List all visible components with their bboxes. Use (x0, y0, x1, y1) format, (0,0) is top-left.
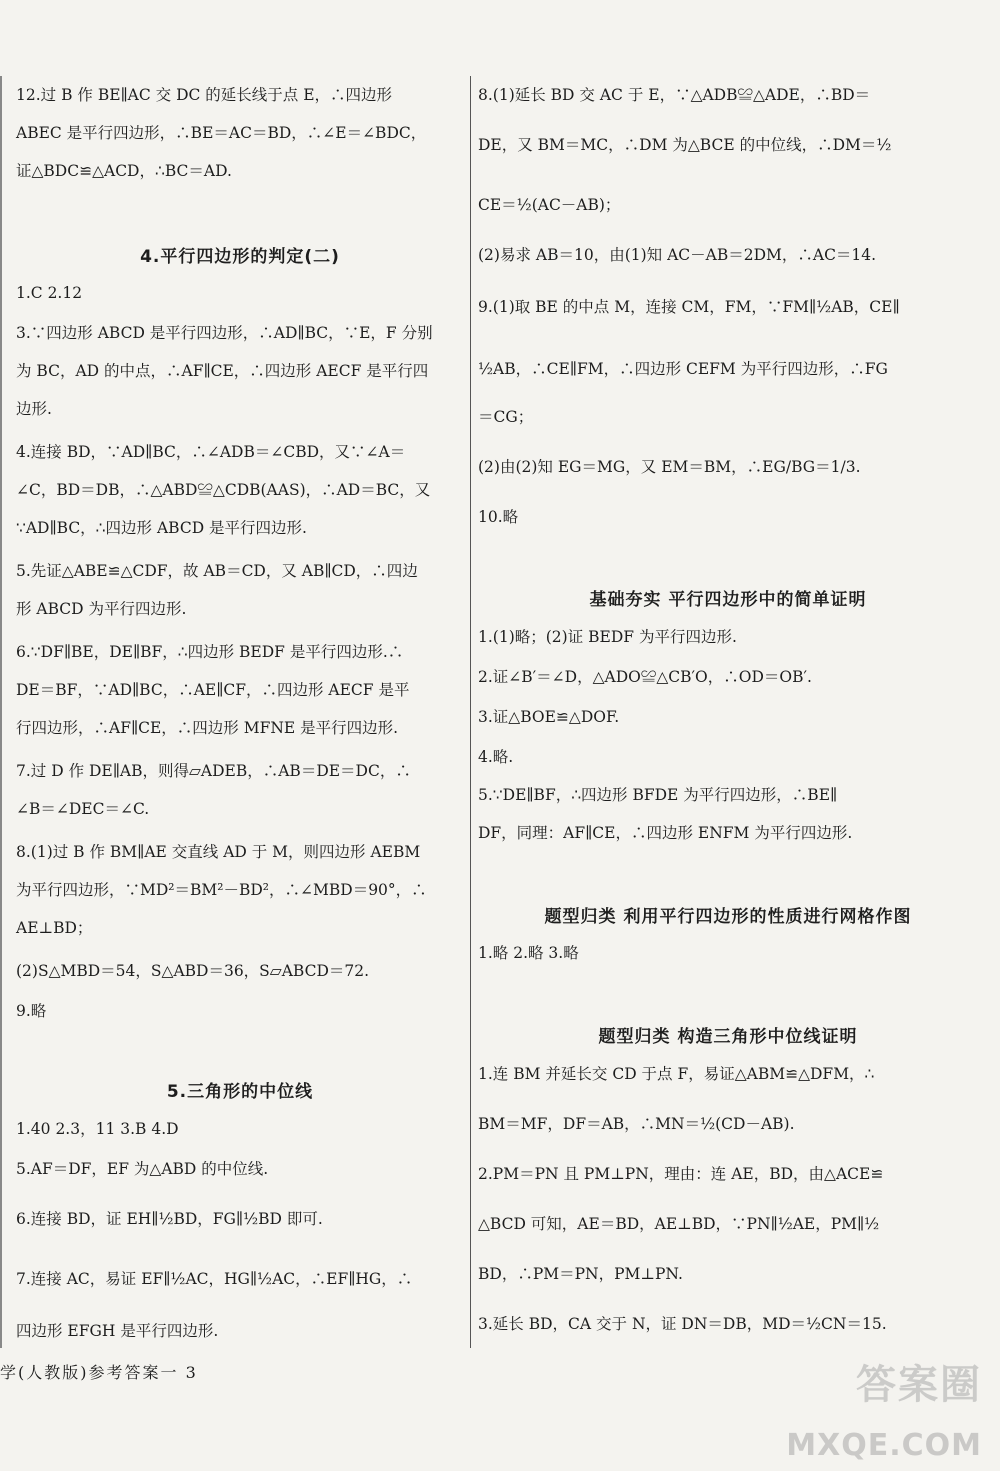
answer-line: 1.40 2.3，11 3.B 4.D (16, 1120, 179, 1138)
answer-line: 1.连 BM 并延长交 CD 于点 F，易证△ABM≌△DFM，∴ (478, 1065, 875, 1083)
answer-line: 1.(1)略；(2)证 BEDF 为平行四边形. (478, 628, 737, 646)
answer-line: DE＝BF，∵AD∥BC，∴AE∥CF，∴四边形 AECF 是平 (16, 681, 410, 699)
answer-line: BM＝MF，DF＝AB，∴MN＝½(CD－AB). (478, 1115, 795, 1133)
section-heading: 题型归类 利用平行四边形的性质进行网格作图 (544, 907, 912, 927)
page-footer: 学(人教版)参考答案一 3 (0, 1363, 198, 1382)
answer-line: ½AB，∴CE∥FM，∴四边形 CEFM 为平行四边形，∴FG (478, 360, 888, 378)
answer-line: ABEC 是平行四边形，∴BE＝AC＝BD，∴∠E＝∠BDC， (16, 124, 427, 142)
answer-line: 6.∵DF∥BE，DE∥BF，∴四边形 BEDF 是平行四边形.∴ (16, 643, 404, 661)
answer-line: 9.略 (16, 1002, 47, 1020)
answer-line: 4.略. (478, 748, 514, 766)
answer-line: 7.连接 AC，易证 EF∥½AC，HG∥½AC，∴EF∥HG，∴ (16, 1270, 413, 1288)
answer-line: 12.过 B 作 BE∥AC 交 DC 的延长线于点 E，∴四边形 (16, 86, 393, 104)
answer-line: 1.C 2.12 (16, 284, 83, 302)
answer-line: 为 BC，AD 的中点，∴AF∥CE，∴四边形 AECF 是平行四 (16, 362, 429, 380)
answer-line: CE＝½(AC－AB)； (478, 196, 621, 214)
answer-line: △BCD 可知，AE＝BD，AE⊥BD，∵PN∥½AE，PM∥½ (478, 1215, 880, 1233)
watermark-logo: 答案圈 (856, 1362, 982, 1408)
answer-line: 3.∵四边形 ABCD 是平行四边形，∴AD∥BC，∵E，F 分别 (16, 324, 433, 342)
answer-line: DE，又 BM＝MC，∴DM 为△BCE 的中位线，∴DM＝½ (478, 136, 892, 154)
section-heading: 5.三角形的中位线 (166, 1082, 314, 1102)
answer-line: (2)由(2)知 EG＝MG，又 EM＝BM，∴EG/BG＝1/3. (478, 458, 861, 476)
answer-line: (2)S△MBD＝54，S△ABD＝36，S▱ABCD＝72. (16, 962, 370, 980)
watermark-url: MXQE.COM (786, 1428, 982, 1463)
answer-line: 8.(1)延长 BD 交 AC 于 E，∵△ADB≌△ADE，∴BD＝ (478, 86, 871, 104)
answer-line: 形 ABCD 为平行四边形. (16, 600, 187, 618)
answer-line: ＝CG； (478, 408, 534, 426)
answer-line: ∠B＝∠DEC＝∠C. (16, 800, 150, 818)
answer-line: 行四边形，∴AF∥CE，∴四边形 MFNE 是平行四边形. (16, 719, 399, 737)
answer-line: BD，∴PM＝PN，PM⊥PN. (478, 1265, 683, 1283)
section-heading: 基础夯实 平行四边形中的简单证明 (589, 590, 867, 610)
answer-line: (2)易求 AB＝10，由(1)知 AC－AB＝2DM，∴AC＝14. (478, 246, 877, 264)
answer-line: 证△BDC≌△ACD，∴BC＝AD. (16, 162, 232, 180)
answer-line: AE⊥BD； (16, 919, 93, 937)
answer-line: DF，同理：AF∥CE，∴四边形 ENFM 为平行四边形. (478, 824, 853, 842)
answer-line: 四边形 EFGH 是平行四边形. (16, 1322, 219, 1340)
answer-line: 5.先证△ABE≌△CDF，故 AB＝CD，又 AB∥CD，∴四边 (16, 562, 418, 580)
answer-line: 5.AF＝DF，EF 为△ABD 的中位线. (16, 1160, 269, 1178)
answer-line: 5.∵DE∥BF，∴四边形 BFDE 为平行四边形，∴BE∥ (478, 786, 838, 804)
column-divider (470, 76, 471, 1348)
answer-line: 4.连接 BD，∵AD∥BC，∴∠ADB＝∠CBD，又∵∠A＝ (16, 443, 406, 461)
answer-line: 6.连接 BD，证 EH∥½BD，FG∥½BD 即可. (16, 1210, 323, 1228)
answer-line: 10.略 (478, 508, 519, 526)
section-heading: 题型归类 构造三角形中位线证明 (598, 1027, 858, 1047)
answer-line: 2.证∠B′＝∠D，△ADO≌△CB′O，∴OD＝OB′. (478, 668, 812, 686)
answer-line: 边形. (16, 400, 52, 418)
answer-line: 1.略 2.略 3.略 (478, 944, 579, 962)
page-edge (0, 76, 2, 1348)
answer-line: 3.延长 BD，CA 交于 N，证 DN＝DB，MD＝½CN＝15. (478, 1315, 887, 1333)
answer-line: 3.证△BOE≌△DOF. (478, 708, 620, 726)
answer-line: 8.(1)过 B 作 BM∥AE 交直线 AD 于 M，则四边形 AEBM (16, 843, 421, 861)
answer-line: 2.PM＝PN 且 PM⊥PN，理由：连 AE，BD，由△ACE≌ (478, 1165, 884, 1183)
answer-line: 9.(1)取 BE 的中点 M，连接 CM，FM，∵FM∥½AB，CE∥ (478, 298, 900, 316)
section-heading: 4.平行四边形的判定(二) (140, 247, 340, 267)
answer-line: 7.过 D 作 DE∥AB，则得▱ADEB，∴AB＝DE＝DC，∴ (16, 762, 411, 780)
answer-line: 为平行四边形，∵MD²＝BM²－BD²，∴∠MBD＝90°，∴ (16, 881, 427, 899)
answer-line: ∵AD∥BC，∴四边形 ABCD 是平行四边形. (16, 519, 307, 537)
answer-line: ∠C，BD＝DB，∴△ABD≌△CDB(AAS)，∴AD＝BC，又 (16, 481, 431, 499)
watermark (776, 1353, 986, 1463)
